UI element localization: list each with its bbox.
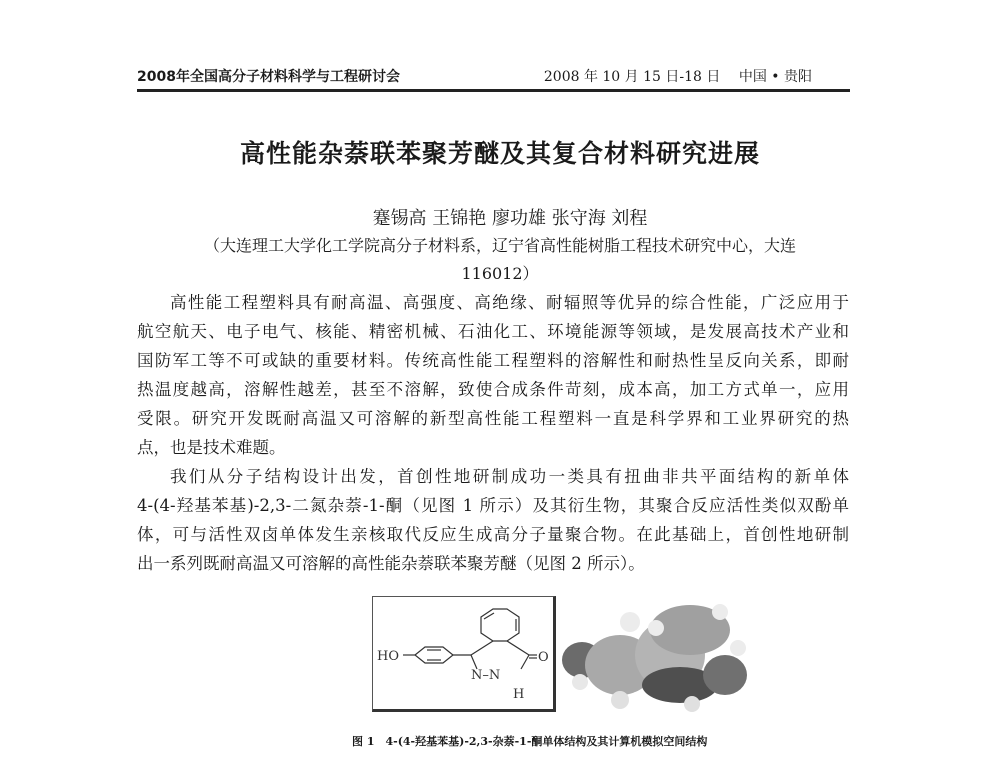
text-line: 点，也是技术难题。 — [137, 438, 286, 457]
figure-caption: 图 1 4-(4-羟基苯基)-2,3-杂萘-1-酮单体结构及其计算机模拟空间结构 — [352, 735, 708, 748]
conference-name: 2008年全国高分子材料科学与工程研讨会 — [137, 69, 400, 85]
space-filling-model — [560, 600, 760, 715]
header-rule — [137, 89, 850, 92]
text-line: 出一系列既耐高温又可溶解的高性能杂萘联苯聚芳醚（见图 2 所示）。 — [137, 554, 645, 573]
affiliation — [150, 232, 850, 288]
text-line: 体，可与活性双卤单体发生亲核取代反应生成高分子量聚合物。在此基础上，首创性地研制 — [137, 525, 849, 544]
text-line: 国防军工等不可或缺的重要材料。传统高性能工程塑料的溶解性和耐热性呈反向关系，即耐 — [137, 351, 849, 370]
structure-formula-figure — [372, 596, 556, 712]
h-label: H — [513, 687, 525, 702]
oxygen-label: O — [538, 650, 549, 665]
molecule-structure-icon — [373, 597, 553, 709]
body-text — [137, 288, 849, 578]
text-line: 我们从分子结构设计出发，首创性地研制成功一类具有扭曲非共平面结构的新单体 — [170, 467, 849, 486]
conference-date-place: 2008 年 10 月 15 日-18 日 中国 • 贵阳 — [543, 69, 812, 85]
text-line: 航空航天、电子电气、核能、精密机械、石油化工、环境能源等领域，是发展高技术产业和 — [137, 322, 849, 341]
authors: 蹇锡高 王锦艳 廖功雄 张守海 刘程 — [372, 208, 648, 229]
text-line: 高性能工程塑料具有耐高温、高强度、高绝缘、耐辐照等优异的综合性能，广泛应用于 — [170, 293, 849, 312]
space-filling-model-icon — [560, 600, 760, 715]
running-header — [137, 64, 850, 88]
text-line: 热温度越高，溶解性越差，甚至不溶解，致使合成条件苛刻，成本高，加工方式单一，应用 — [137, 380, 849, 399]
paper-title: 高性能杂萘联苯聚芳醚及其复合材料研究进展 — [239, 139, 760, 168]
nn-label: N–N — [471, 668, 501, 683]
ho-label: HO — [377, 649, 399, 664]
text-line: 4-(4-羟基苯基)-2,3-二氮杂萘-1-酮（见图 1 所示）及其衍生物，其聚合反应活性类似双酚单 — [137, 496, 849, 515]
affiliation-line: （大连理工大学化工学院高分子材料系，辽宁省高性能树脂工程技术研究中心，大连 — [203, 236, 796, 255]
text-line: 受限。研究开发既耐高温又可溶解的新型高性能工程塑料一直是科学界和工业界研究的热 — [137, 409, 849, 428]
affiliation-line: 116012） — [461, 264, 539, 283]
